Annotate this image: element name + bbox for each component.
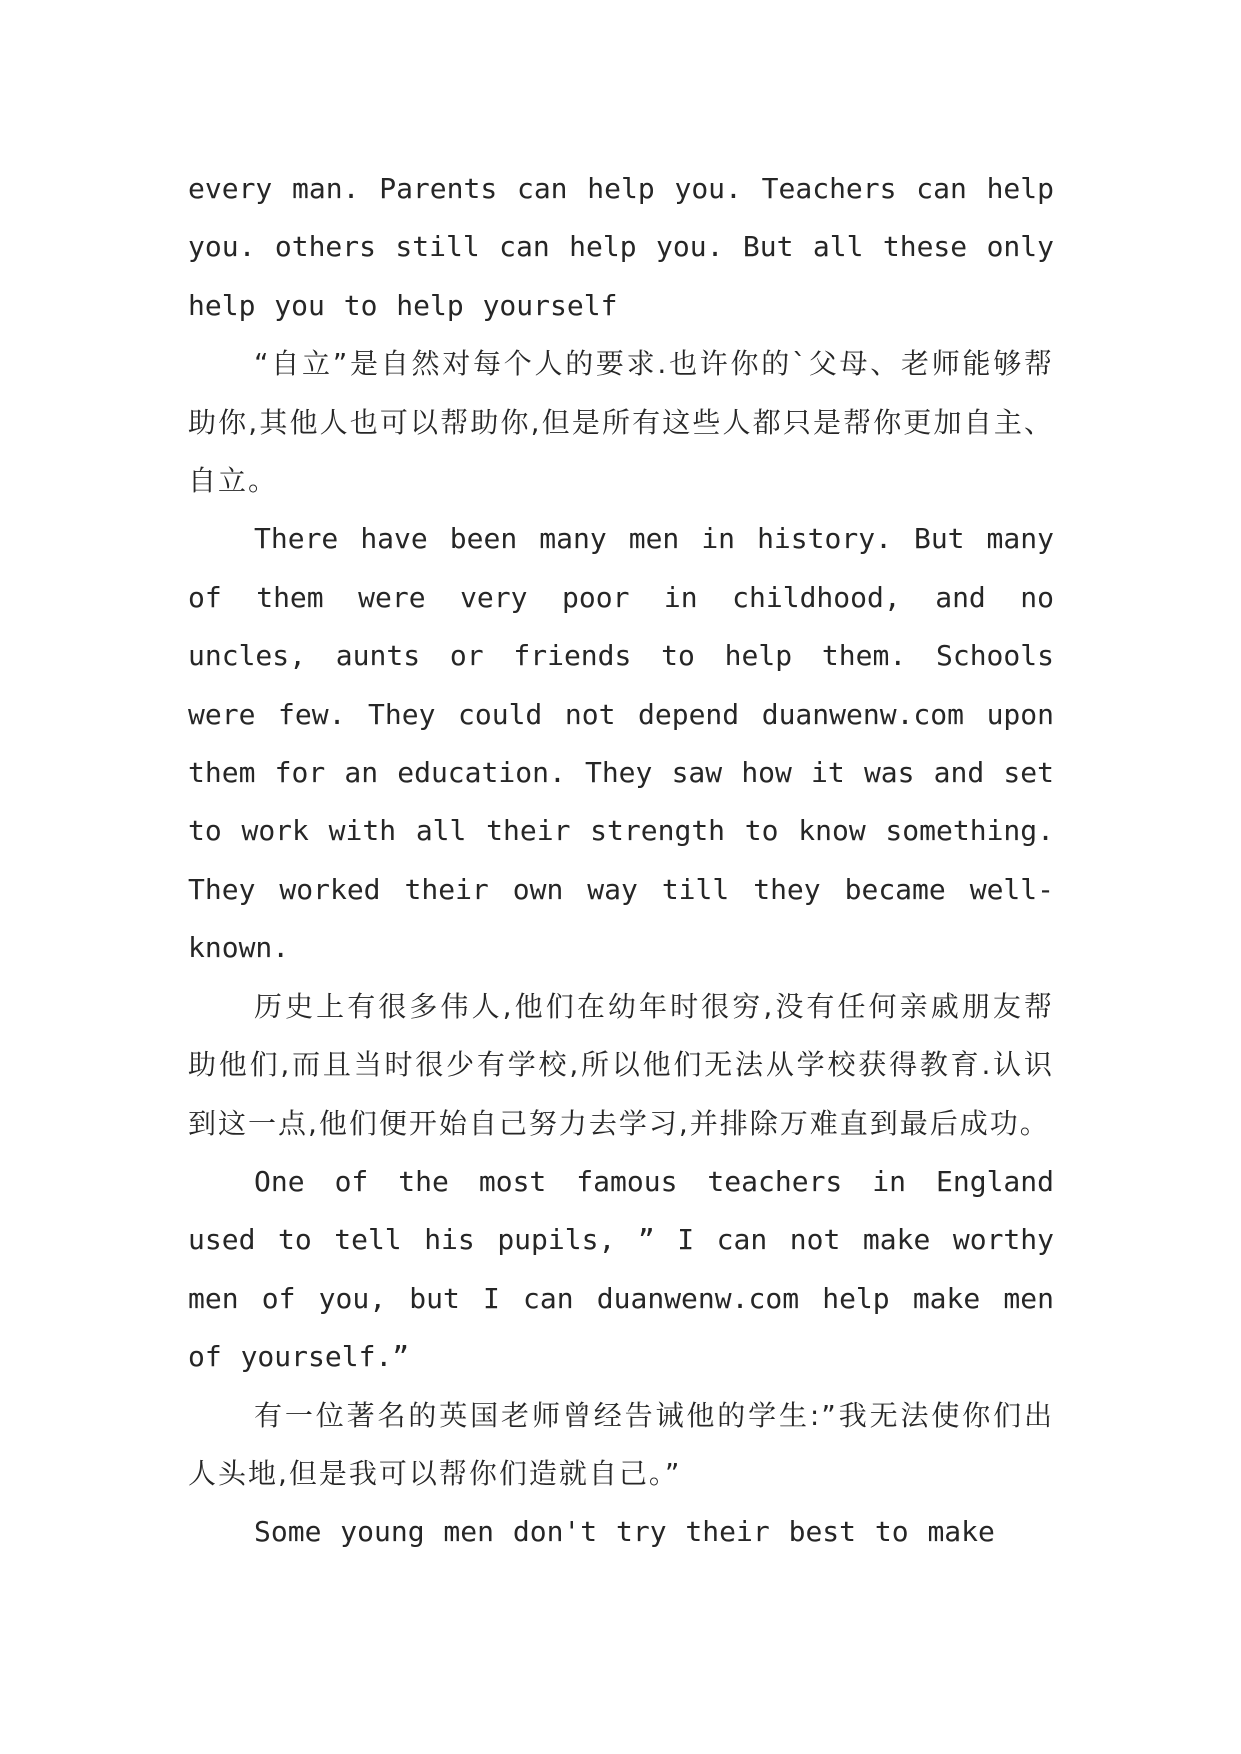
paragraph-chinese-3: 有一位著名的英国老师曾经告诫他的学生:”我无法使你们出人头地,但是我可以帮你们造就自己。” (188, 1398, 1054, 1490)
paragraph-english-4: Some young men don't try their best to make (254, 1515, 995, 1549)
paragraph-chinese-1: “自立”是自然对每个人的要求.也许你的`父母、老师能够帮助你,其他人也可以帮助你,但是所有这些人都只是帮你更加自主、自立。 (188, 347, 1054, 498)
paragraph-english-1: every man. Parents can help you. Teachers can help you. others still can help you. But all these only help you to help yourself (188, 172, 1054, 322)
paragraph-english-2: There have been many men in history. But many of them were very poor in childhood, and no uncles, aunts or friends to help them. Schools were few. They could not depend duanwenw.com upon them for an education. They saw how it was and set to work with all their strength to know something. They worked their own way till they became well-known. (188, 522, 1054, 965)
paragraph-chinese-2: 历史上有很多伟人,他们在幼年时很穷,没有任何亲戚朋友帮助他们,而且当时很少有学校,所以他们无法从学校获得教育.认识到这一点,他们便开始自己努力去学习,并排除万难直到最后成功。 (188, 989, 1054, 1140)
body-text (188, 160, 1054, 1562)
paragraph-english-3: One of the most famous teachers in England used to tell his pupils, ” I can not make worthy men of you, but I can duanwenw.com help make men of yourself.” (188, 1164, 1054, 1374)
